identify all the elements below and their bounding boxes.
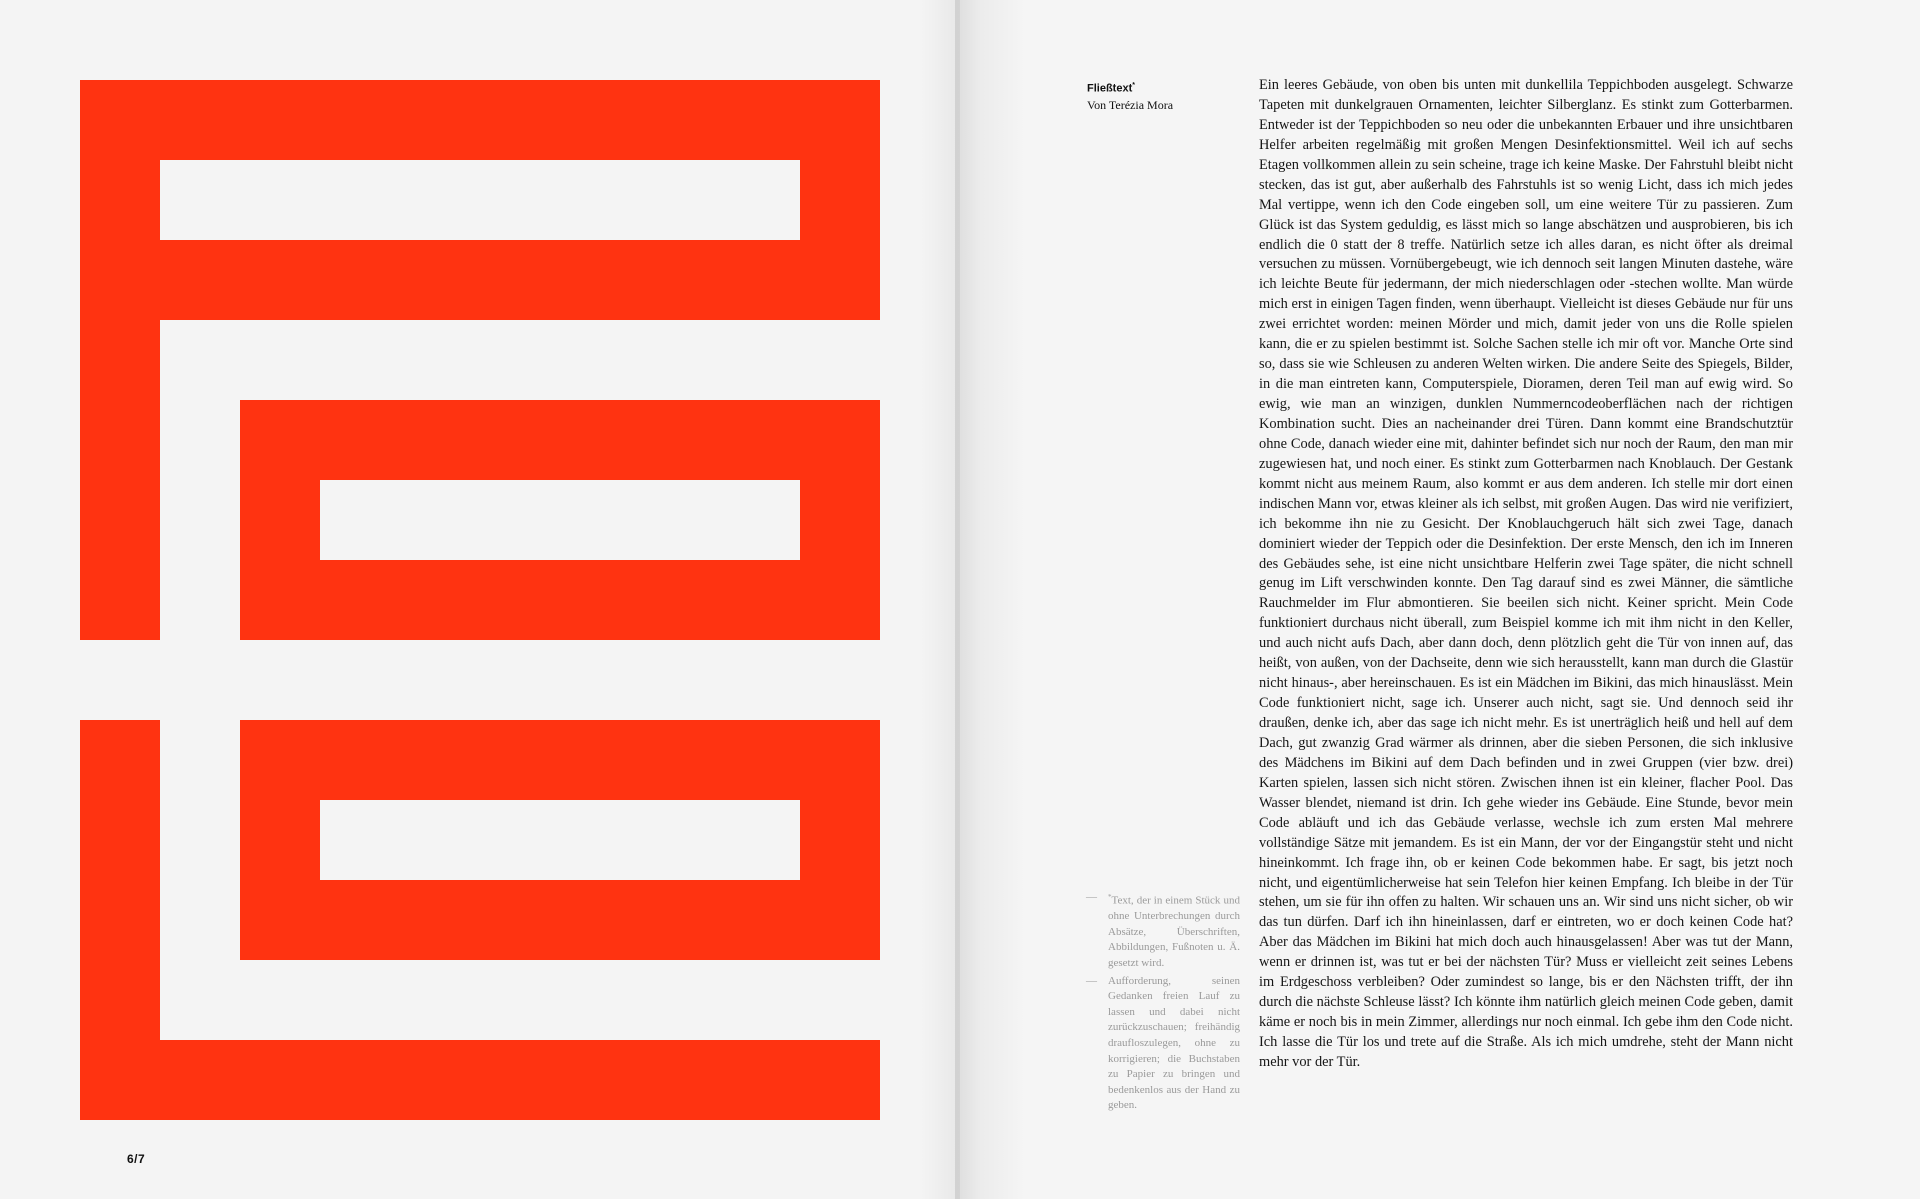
footnote-body: Aufforderung, seinen Gedanken freien Lauf zu lassen und dabei nicht zurückzuschauen; freihändig draufloszulegen, ohne zu korrigieren; die Buchstaben zu Papier zu bringen und bedenkenlos aus der Hand zu geben. xyxy=(1108,974,1240,1112)
footnote-dash: — xyxy=(1086,974,1097,987)
page-number: 6/7 xyxy=(127,1152,146,1166)
footnote-text xyxy=(1108,890,1240,972)
title-text: Fließtext xyxy=(1087,82,1133,95)
footnote-item xyxy=(1086,890,1240,972)
footnote-item xyxy=(1086,974,1240,1114)
title-footnote-mark: * xyxy=(1132,82,1135,89)
top-frame-shape xyxy=(80,80,880,640)
article-heading xyxy=(1087,78,1217,113)
article-body: Ein leeres Gebäude, von oben bis unten mit dunkellila Teppichboden ausgelegt. Schwarze Tapeten mit dunkelgrauen Ornamenten, leichter Silberglanz. Es stinkt zum Gotterbarmen. Entweder ist der Teppichboden so neu oder die unbekannten Erbauer und ihre unsichtbaren Helfer arbeiten regelmäßig mit großen Mengen Desinfektionsmittel. Weil ich auf sechs Etagen vollkommen allein zu sein scheine, trage ich keine Maske. Der Fahrstuhl bleibt nicht stecken, das ist gut, aber außerhalb des Fahrstuhls ist so wenig Licht, dass ich mich jedes Mal vertippe, wenn ich den Code eingeben soll, um eine weitere Tür zu passieren. Zum Glück ist das System geduldig, es lässt mich so lange abschätzen und ausprobieren, bis ich endlich die 0 statt der 8 treffe. Natürlich setze ich alles daran, es nicht öfter als dreimal versuchen zu müssen. Vornübergebeugt, wie ich dennoch seit langen Minuten dastehe, wäre ich leichte Beute für jedermann, der mich niederschlagen oder -stechen wollte. Man würde mich erst in einigen Tagen finden, wenn überhaupt. Vielleicht ist dieses Gebäude nur für uns zwei errichtet worden: meinen Mörder und mich, damit jeder von uns die Rolle spielen kann, die er zu spielen bestimmt ist. Solche Sachen stelle ich mir oft vor. Manche Orte sind so, dass sie wie Schleusen zu anderen Welten wirken. Die andere Seite des Spiegels, Bilder, in die man eintreten kann, Computerspiele, Dioramen, deren Teil man auf ewig wird. So ewig, wie man an winzigen, dunklen Nummerncodeoberflächen nach der richtigen Kombination sucht. Dies an nacheinander drei Türen. Dann kommt eine Brandschutztür ohne Code, danach wieder eine mit, dahinter befindet sich nur noch der Raum, den man mir zugewiesen hat, und noch einer. Es stinkt zum Gotterbarmen nach Knoblauch. Der Gestank kommt nicht aus meinem Raum, also kommt er aus dem anderen. Ich stelle mir dort einen indischen Mann vor, etwas kleiner als ich selbst, mit großen Augen. Das wird nie verifiziert, ich bekomme ihn nie zu Gesicht. Der Knoblauchgeruch hält sich zwei Tage, danach dominiert wieder der Teppich oder die Desinfektion. Der erste Mensch, den ich im Inneren des Gebäudes sehe, ist eine nicht unsichtbare Helferin zwei Tage später, die nicht schnell genug im Lift verschwinden konnte. Den Tag darauf sind es zwei Männer, die sämtliche Rauchmelder im Flur abmontieren. Sie beeilen sich nicht. Keiner spricht. Mein Code funktioniert durchaus nicht überall, zum Beispiel komme ich mit ihm nicht in den Keller, und auch nicht aufs Dach, aber dann doch, denn plötzlich geht die Tür von innen auf, das heißt, von außen, von der Dachseite, denn wie sich herausstellt, kann man durch die Glastür nicht hinaus-, aber hereinschauen. Es ist ein Mädchen im Bikini, das mich hinauslässt. Mein Code funktioniert nicht, sage ich. Unserer auch nicht, sagt sie. Und dennoch seid ihr draußen, denke ich, aber das sage ich nicht mehr. Es ist unerträglich heiß und hell auf dem Dach, gut zwanzig Grad wärmer als drinnen, aber die sieben Personen, die sich inklusive des Mädchens im Bikini auf dem Dach befinden und in zwei Gruppen (vier bzw. drei) Karten spielen, lassen sich nicht stören. Zwischen ihnen ist ein kleiner, flacher Pool. Das Wasser blendet, niemand ist drin. Ich gehe wieder ins Gebäude. Eine Stunde, bevor mein Code abläuft und ich das Gebäude verlasse, wechsle ich zum ersten Mal mehrere vollständige Sätze mit jemandem. Es ist ein Mann, der vor der Eingangstür steht und nicht hineinkommt. Ich frage ihn, ob er keinen Code bekommen habe. Er sagt, bis jetzt noch nicht, und eigentümlicherweise hat sein Telefon hier keinen Empfang. Ich bleibe in der Tür stehen, um sie für ihn offen zu halten. Wir schauen uns an. Wir sind uns nicht sicher, ob wir das tun dürfen. Darf ich ihn hineinlassen, darf er eintreten, wo er doch keinen Code hat? Aber das Mädchen im Bikini hat mich doch auch hinausgelassen! Aber was tut der Mann, wenn er drinnen ist, was tut er bei der nächsten Tür? Muss er vielleicht zeit seines Lebens im Erdgeschoss verbleiben? Oder zumindest so lange, bis er den Nächsten trifft, der ihn durch die nächste Schleuse lässt? Ich könnte ihm natürlich gleich meinen Code geben, damit käme er noch bis in mein Zimmer, allerdings nur noch einmal. Ich gebe ihm den Code nicht. Ich lasse die Tür los und trete auf die Straße. Als ich mich umdrehe, steht der Mann nicht mehr vor der Tür. xyxy=(1259,77,1793,1070)
article-author: Von Terézia Mora xyxy=(1087,97,1174,112)
bottom-frame-shape xyxy=(240,720,880,960)
article-title xyxy=(1087,78,1217,97)
footnotes xyxy=(1086,890,1240,1116)
footnote-dash: — xyxy=(1086,891,1097,903)
footnote-body: Text, der in einem Stück und ohne Unterbrechungen durch Absätze, Überschriften, Abbildungen, Fußnoten u. Ä. gesetzt wird. xyxy=(1108,894,1240,970)
footnote-mark: * xyxy=(1108,893,1112,901)
middle-frame-shape xyxy=(240,400,880,640)
